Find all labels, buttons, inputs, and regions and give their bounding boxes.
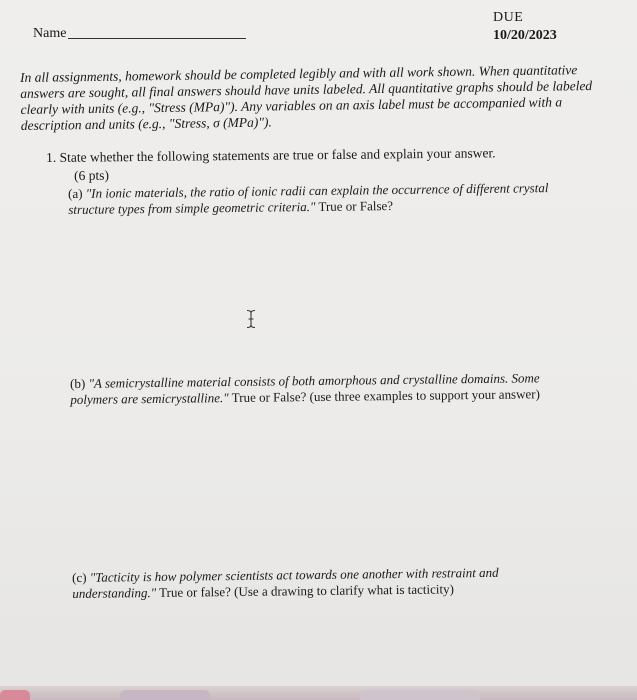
question-1b-ask: True or False? (use three examples to support your answer) bbox=[228, 386, 540, 406]
bottom-color-blob bbox=[360, 690, 480, 700]
due-label: DUE bbox=[493, 10, 524, 25]
question-1a-ask: True or False? bbox=[315, 198, 394, 214]
name-label: Name bbox=[33, 26, 67, 41]
question-1b bbox=[70, 370, 580, 408]
name-blank-line bbox=[68, 38, 246, 39]
question-1-points: (6 pts) bbox=[74, 167, 110, 183]
question-1c bbox=[72, 564, 582, 602]
question-1a-prefix: (a) bbox=[68, 185, 86, 201]
assignment-instructions: In all assignments, homework should be completed legibly and with all work shown. When quantitative answers are sought, all final answers should have units labeled. All quantitative graphs should be labeled clearly with units (e.g., "Stress (MPa)"). Any variables on an axis label must be accompanied with a description and units (e.g., "Stress, σ (MPa)"). bbox=[20, 62, 593, 133]
due-date: 10/20/2023 bbox=[493, 28, 557, 43]
text-cursor-icon bbox=[244, 309, 258, 329]
bottom-edge-strip bbox=[0, 686, 637, 700]
question-1c-statement: "Tacticity is how polymer scientists act towards one another with restraint and understanding." bbox=[72, 564, 499, 601]
bottom-color-blob bbox=[0, 690, 30, 700]
question-1-prompt: 1. State whether the following statements are true or false and explain your answer. bbox=[46, 145, 496, 165]
question-1a-statement: "In ionic materials, the ratio of ionic radii can explain the occurrence of different crystal structure types from simple geometric criteria." bbox=[68, 180, 549, 217]
question-1c-ask: True or false? (Use a drawing to clarify what is tacticity) bbox=[156, 581, 455, 600]
question-1a bbox=[68, 180, 578, 218]
question-1b-prefix: (b) bbox=[70, 375, 89, 391]
bottom-color-blob bbox=[120, 690, 210, 700]
question-1b-statement: "A semicrystalline material consists of both amorphous and crystalline domains. Some polymers are semicrystalline." bbox=[70, 370, 540, 407]
question-1c-prefix: (c) bbox=[72, 569, 90, 585]
